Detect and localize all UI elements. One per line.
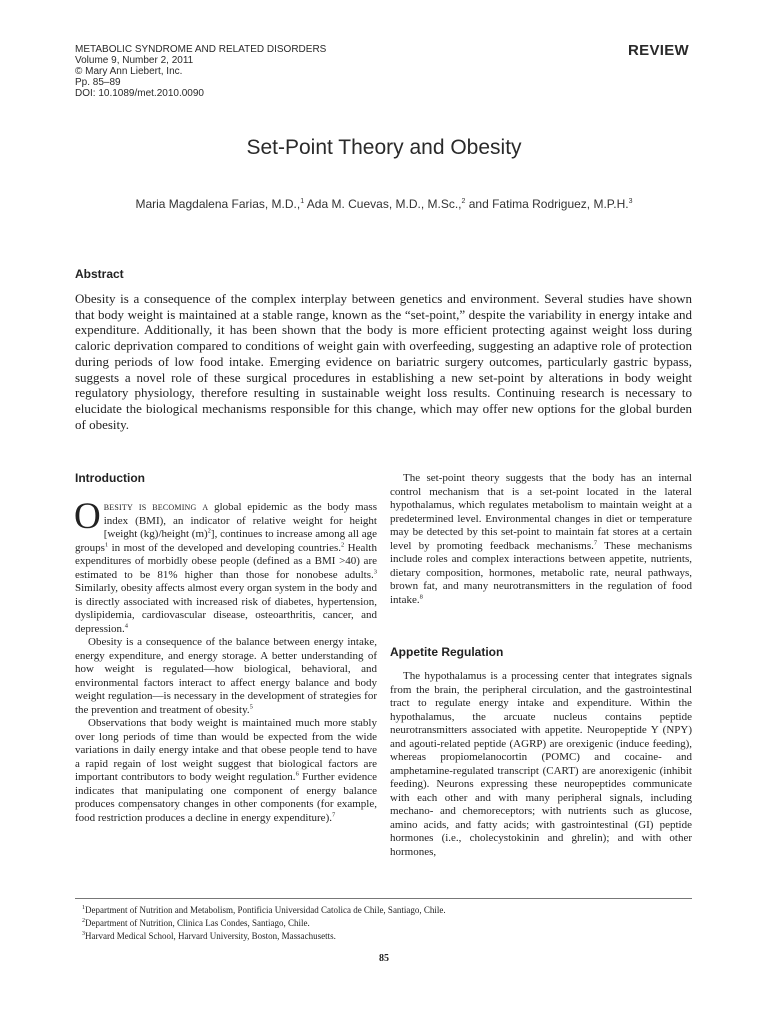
- journal-doi: DOI: 10.1089/met.2010.0090: [75, 88, 204, 99]
- author-affiliation: 1: [300, 198, 305, 205]
- author-name: and Fatima Rodriguez, M.P.H.: [468, 197, 629, 211]
- abstract-text: Obesity is a consequence of the complex interplay between genetics and environment. Several studies have shown that body weight is maintained at a stable range, known as the “set-point,” despite the variability in energy intake and expenditure. Additionally, it has been shown that the body is more efficient protecting against weight loss during caloric deprivation compared to conditions of weight gain with overfeeding, suggesting an adaptive role of protection during periods of low food intake. Emerging evidence on bariatric surgery outcomes, particularly gastric bypass, suggests a novel role of these surgical procedures in establishing a new set-point by alterations in body weight regulatory physiology, therefore resulting in sustainable weight loss results. Continuing research is necessary to elucidate the biological mechanisms responsible for this change, which may offer new options for the global burden of obesity.: [75, 291, 692, 432]
- journal-copyright: © Mary Ann Liebert, Inc.: [75, 66, 183, 77]
- citation-ref: 8: [419, 592, 423, 600]
- citation-ref: 5: [249, 702, 253, 710]
- introduction-heading: Introduction: [75, 471, 145, 485]
- author-affiliation: 2: [461, 198, 466, 205]
- left-column: [74, 496, 377, 825]
- text-run: ], continues to increase among all age groups: [75, 528, 377, 554]
- author-affiliation: 3: [628, 198, 633, 205]
- text-run: These mechanisms include roles and complex interactions between appetite, nutrients, dietary composition, hormones, metabolic rate, neural pathways, brown fat, and many neurotransmitters in the regulation of food intake.: [390, 539, 692, 606]
- intro-paragraph-3: [75, 717, 377, 825]
- text-run: Similarly, obesity affects almost every organ system in the body and is directly associated with increased risk of diabetes, hypertension, dyslipidemia, cardiovascular disease, osteoarthritis, cancer, and depression.: [75, 582, 377, 635]
- text-run: in most of the developed and developing countries.: [108, 541, 342, 554]
- text-run: Obesity is a consequence of the balance between energy intake, energy expenditure, and energy storage. A better understanding of how weight is regulated—how biological, behavioral, and environmental factors interact to affect energy balance and body weight regulation—is necessary in the development of strategies for the prevention and treatment of obesity.: [75, 636, 377, 716]
- section-tag: REVIEW: [628, 42, 689, 59]
- journal-name: METABOLIC SYNDROME AND RELATED DISORDERS: [75, 44, 327, 55]
- setpoint-paragraph: [390, 472, 692, 607]
- appetite-paragraph: The hypothalamus is a processing center that integrates signals from the brain, the peripheral circulation, and the gastrointestinal tract to regulate energy intake and expenditure. Within the hypothalamus, the arcuate nucleus contains peptide neurotransmitters associated with appetite. Neuropeptide Y (NPY) and agouti-related peptide (AGRP) are orexigenic (induce feeding), whereas propiomelanocortin (POMC) and cocaine- and amphetamine-regulated transcript (CART) are anorexigenic (inhibit feeding). Neurons expressing these neuropeptides communicate with each other and with many peripheral signals, including mechano- and chemoreceptors; with nutrients such as glucose, amino acids, and fatty acids; with gastrointestinal (GI) peptide hormones (i.e., cholecystokinin and ghrelin); and with other hormones,: [390, 670, 692, 858]
- right-column-top: [390, 472, 692, 607]
- citation-ref: 7: [331, 810, 336, 818]
- citation-ref: 2: [341, 540, 345, 548]
- text-run: Further evidence indicates that manipulating one component of energy balance produces compensatory changes in other components (for example, food restriction produces a decline in energy expenditure).: [75, 771, 377, 824]
- journal-header: [75, 44, 326, 99]
- footnote: [82, 929, 446, 942]
- superscript: 2: [207, 527, 211, 535]
- footnote-number: 3: [82, 931, 85, 937]
- text-run: global epidemic as the body mass index (BMI), an indicator of relative weight for height [weight (kg)/height (m): [103, 501, 377, 540]
- text-run: Health expenditures of morbidly obese people (defined as a BMI >40) are estimated to be 81% higher than those for nonobese adults.: [75, 541, 377, 581]
- footnote: [82, 916, 446, 929]
- footnote-number: 2: [82, 918, 85, 924]
- drop-cap: O: [74, 496, 101, 537]
- citation-ref: 4: [124, 621, 129, 629]
- citation-ref: 3: [373, 567, 377, 575]
- footnote: [82, 903, 446, 916]
- footnote-text: Department of Nutrition and Metabolism, Pontificia Universidad Catolica de Chile, Santiago, Chile.: [85, 905, 446, 915]
- author-name: Maria Magdalena Farias, M.D.,: [135, 197, 301, 211]
- footnote-text: Harvard Medical School, Harvard University, Boston, Massachusetts.: [85, 931, 336, 941]
- citation-ref: 7: [593, 538, 598, 546]
- citation-ref: 1: [104, 540, 109, 548]
- citation-ref: 6: [295, 770, 299, 778]
- page-number: 85: [379, 953, 389, 964]
- footnotes: [82, 903, 446, 942]
- right-column-bottom: [390, 670, 692, 859]
- author-name: Ada M. Cuevas, M.D., M.Sc.,: [306, 197, 462, 211]
- text-run: Observations that body weight is maintained much more stably over long periods of time than would be expected from the wide variations in daily energy intake and that obese people tend to have a rapid regain of lost weight suggest that biological factors are important contributors to body weight regulation.: [75, 717, 377, 783]
- author-list: [0, 197, 768, 211]
- footnote-number: 1: [82, 905, 85, 911]
- abstract-heading: Abstract: [75, 267, 124, 281]
- journal-volume: Volume 9, Number 2, 2011: [75, 55, 194, 66]
- intro-paragraph-2: [75, 636, 377, 717]
- intro-paragraph-1: [74, 496, 377, 636]
- appetite-heading: Appetite Regulation: [390, 645, 504, 659]
- article-title: Set-Point Theory and Obesity: [246, 136, 522, 159]
- footnote-text: Department of Nutrition, Clinica Las Condes, Santiago, Chile.: [85, 918, 310, 928]
- footnote-divider: [75, 898, 692, 899]
- journal-pages: Pp. 85–89: [75, 77, 121, 88]
- text-run: The set-point theory suggests that the body has an internal control mechanism that is a set-point located in the lateral hypothalamus, which regulates metabolism to maintain weight at a predetermined level. Environmental changes in diet or temperature may be detected by this set-point to maintain fat stores at a certain level by promoting feedback mechanisms.: [390, 472, 692, 552]
- lead-in-smallcaps: besity is becoming a: [103, 501, 209, 513]
